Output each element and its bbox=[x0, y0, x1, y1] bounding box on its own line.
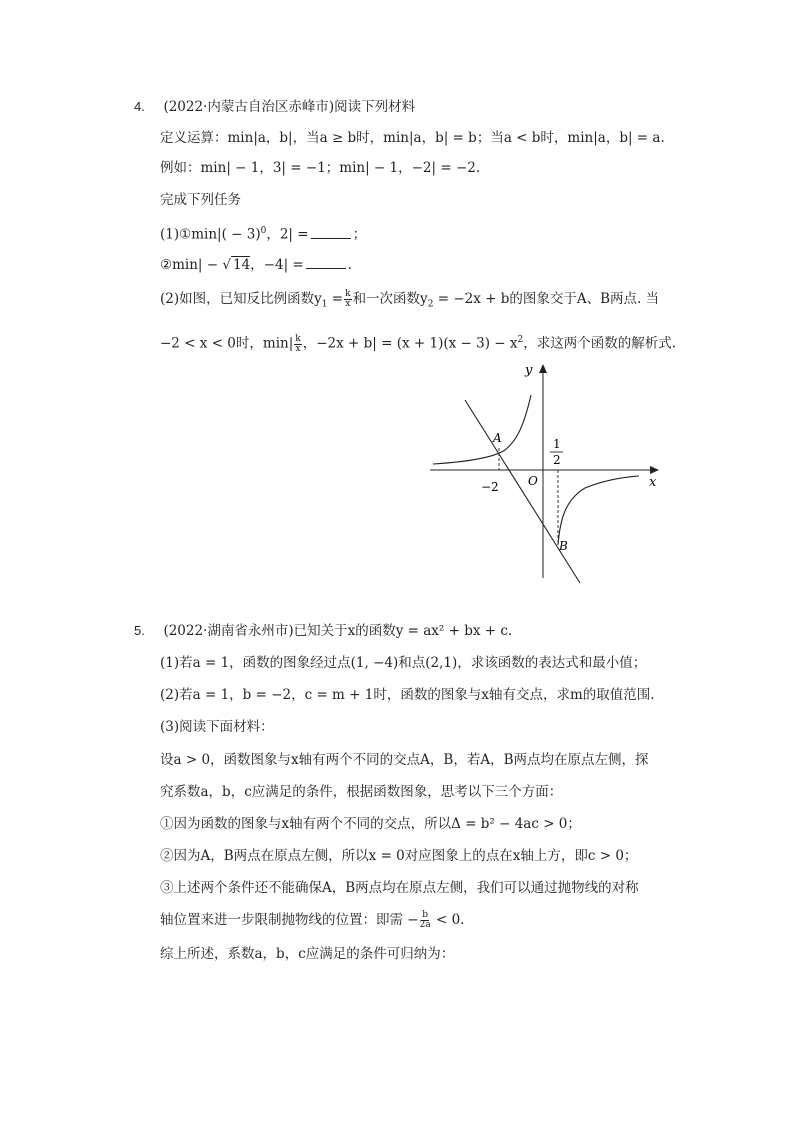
y-axis-arrow bbox=[539, 364, 547, 373]
hyperbola-branch-right bbox=[558, 476, 639, 545]
q4-part2-t6: ，求这两个函数的解析式. bbox=[523, 335, 677, 352]
q5-material-5: ③上述两个条件还不能确保A，B两点均在原点左侧，我们可以通过抛物线的对称 bbox=[160, 880, 639, 896]
q4-part1-b bbox=[160, 255, 352, 274]
fraction-k-over-x-2 bbox=[294, 335, 301, 354]
q4-part1-b-text2: ，−4| = bbox=[250, 257, 304, 273]
fraction-k-over-x bbox=[344, 290, 351, 309]
frac2-num: k bbox=[295, 333, 301, 344]
q4-part2-t3: = −2x + b的图象交于A、B两点. 当 bbox=[433, 291, 660, 307]
q5-material-3: ①因为函数的图象与x轴有两个不同的交点，所以Δ = b² − 4ac > 0； bbox=[160, 816, 581, 832]
half-denominator: 2 bbox=[553, 453, 561, 467]
fraction-b-over-2a bbox=[420, 911, 431, 930]
q5-material-2: 究系数a，b，c应满足的条件，根据函数图象，思考以下三个方面： bbox=[160, 784, 563, 800]
frac3-num: b bbox=[422, 910, 429, 920]
q5-part1: (1)若a = 1，函数的图象经过点(1, −4)和点(2,1)，求该函数的表达式和最小值； bbox=[160, 655, 647, 671]
q4-part2-eq: = bbox=[327, 291, 344, 307]
origin-label: O bbox=[528, 474, 538, 488]
q4-task-intro: 完成下列任务 bbox=[160, 192, 241, 208]
sqrt-symbol: √ bbox=[222, 257, 231, 273]
q5-header bbox=[134, 622, 512, 640]
q4-part2-t2: 和一次函数y bbox=[352, 291, 428, 307]
q5-summary: 综上所述，系数a，b，c应满足的条件可归纳为： bbox=[160, 946, 455, 962]
q4-part2-sub2: 2 bbox=[427, 299, 434, 310]
frac2-den: x bbox=[295, 343, 301, 354]
q5-material-1: 设a > 0，函数图象与x轴有两个不同的交点A，B，若A，B两点均在原点左侧，探 bbox=[160, 752, 649, 768]
q5-material-6-text: 轴位置来进一步限制抛物线的位置：即需 − bbox=[160, 912, 419, 928]
q4-part2-t4: −2 < x < 0时，min| bbox=[160, 335, 294, 352]
frac3-den: 2a bbox=[419, 920, 431, 930]
q4-part1-b-text: ②min| − bbox=[160, 257, 219, 273]
q4-definition: 定义运算：min|a，b|，当a ≥ b时，min|a，b| = b；当a < b时，min|a，b| = a. bbox=[160, 130, 665, 146]
x-axis-arrow bbox=[650, 466, 659, 474]
q4-part2-t5: ，−2x + b| = (x + 1)(x − 3) − x bbox=[302, 335, 518, 352]
answer-blank-2[interactable] bbox=[306, 255, 346, 269]
q4-part2-sub1: 1 bbox=[321, 299, 328, 310]
q5-part3: (3)阅读下面材料： bbox=[160, 719, 274, 735]
q4-part2-l1 bbox=[160, 290, 659, 314]
sqrt-radicand: 14 bbox=[232, 257, 251, 273]
point-b-label: B bbox=[559, 539, 568, 553]
neg-two-label: −2 bbox=[481, 480, 499, 494]
point-a-label: A bbox=[493, 431, 502, 445]
frac-den: x bbox=[345, 299, 351, 309]
hyperbola-branch-left bbox=[433, 395, 531, 464]
y-label: y bbox=[525, 363, 533, 378]
q4-number: 4. bbox=[134, 99, 145, 114]
x-label: x bbox=[649, 475, 657, 490]
q4-part2-exp: 2 bbox=[517, 335, 524, 345]
q5-material-6 bbox=[160, 911, 464, 930]
q5-material-6-end: < 0. bbox=[431, 912, 465, 928]
q4-part1-a-text2: ，2| = bbox=[266, 226, 309, 243]
q4-example: 例如：min| − 1，3| = −1；min| − 1，−2| = −2. bbox=[160, 160, 481, 176]
q5-part2: (2)若a = 1，b = −2，c = m + 1时，函数的图象与x轴有交点，求m的取值范围. bbox=[160, 687, 655, 703]
q5-material-4: ②因为A，B两点在原点左侧，所以x = 0对应图象上的点在x轴上方，即c > 0； bbox=[160, 848, 638, 864]
function-graph bbox=[425, 360, 665, 585]
half-numerator: 1 bbox=[553, 437, 561, 451]
q4-part2-l2 bbox=[160, 331, 676, 354]
q4-source: (2022·内蒙古自治区赤峰市)阅读下列材料 bbox=[163, 99, 416, 115]
frac-num: k bbox=[345, 289, 351, 299]
q4-part1-a bbox=[160, 222, 366, 244]
q4-part1-b-end: . bbox=[347, 257, 353, 273]
q4-header bbox=[134, 98, 415, 116]
q4-part2-t1: (2)如图，已知反比例函数y bbox=[160, 291, 322, 307]
q4-part1-a-exp: 0 bbox=[260, 226, 267, 236]
q4-part1-a-end: ； bbox=[352, 226, 367, 243]
answer-blank-1[interactable] bbox=[311, 225, 351, 239]
q5-number: 5. bbox=[134, 623, 145, 638]
q5-intro: (2022·湖南省永州市)已知关于x的函数y = ax² + bx + c. bbox=[163, 623, 513, 639]
q4-part1-a-text: (1)①min|( − 3) bbox=[160, 226, 261, 243]
